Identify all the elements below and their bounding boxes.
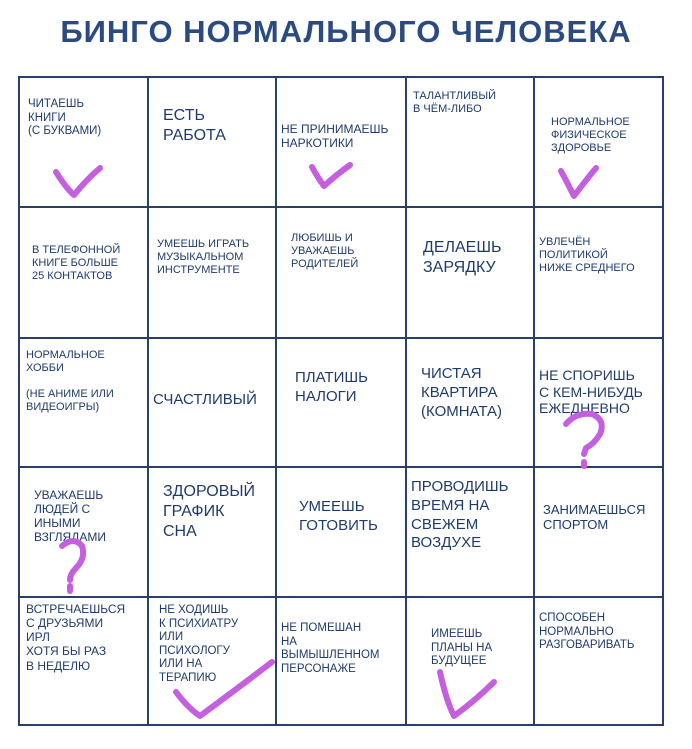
bingo-cell-pays-taxes[interactable] (277, 339, 407, 468)
cell-label: НОРМАЛЬНОЕ ФИЗИЧЕСКОЕ ЗДОРОВЬЕ (551, 116, 630, 154)
bingo-cell-phone-contacts[interactable] (20, 208, 149, 339)
bingo-cell-reads-books[interactable] (20, 78, 149, 208)
cell-label: ВСТРЕЧАЕШЬСЯ С ДРУЗЬЯМИ ИРЛ ХОТЯ БЫ РАЗ В НЕДЕЛЮ (26, 602, 126, 673)
bingo-grid (18, 76, 664, 726)
bingo-cell-has-job[interactable] (149, 78, 277, 208)
bingo-cell-plays-instrument[interactable] (149, 208, 277, 339)
bingo-cell-fictional-character[interactable] (277, 598, 407, 724)
cell-label: УМЕЕШЬ ГОТОВИТЬ (299, 498, 378, 534)
cell-label: ЗДОРОВЫЙ ГРАФИК СНА (163, 483, 256, 540)
bingo-cell-clean-flat[interactable] (407, 339, 535, 468)
cell-label: ПЛАТИШЬ НАЛОГИ (295, 369, 368, 405)
bingo-cell-no-therapy[interactable] (149, 598, 277, 724)
bingo-cell-sports[interactable] (535, 468, 662, 598)
bingo-cell-respects-parents[interactable] (277, 208, 407, 339)
bingo-cell-normal-hobby[interactable] (20, 339, 149, 468)
cell-label: УМЕЕШЬ ИГРАТЬ МУЗЫКАЛЬНОМ ИНСТРУМЕНТЕ (157, 238, 250, 276)
bingo-cell-talks-normally[interactable] (535, 598, 662, 724)
cell-label: ИМЕЕШЬ ПЛАНЫ НА БУДУЩЕЕ (431, 628, 493, 668)
cell-label: ТАЛАНТЛИВЫЙ В ЧЁМ-ЛИБО (413, 90, 497, 115)
cell-label: НЕ СПОРИШЬ С КЕМ-НИБУДЬ ЕЖЕДНЕВНО (539, 367, 643, 417)
cell-label: УВАЖАЕШЬ ЛЮДЕЙ С ИНЫМИ ВЗГЛЯДАМИ (34, 488, 106, 545)
page-title: БИНГО НОРМАЛЬНОГО ЧЕЛОВЕКА (60, 14, 632, 49)
bingo-cell-can-cook[interactable] (277, 468, 407, 598)
cell-label: ЛЮБИШЬ И УВАЖАЕШЬ РОДИТЕЛЕЙ (291, 232, 359, 270)
cell-label: ЧИТАЕШЬ КНИГИ (С БУКВАМИ) (28, 98, 102, 138)
bingo-cell-happy[interactable] (149, 339, 277, 468)
bingo-cell-healthy-sleep[interactable] (149, 468, 277, 598)
cell-label: ЕСТЬ РАБОТА (163, 107, 226, 144)
cell-label: НЕ ПРИНИМАЕШЬ НАРКОТИКИ (281, 122, 389, 151)
cell-label: ЧИСТАЯ КВАРТИРА (КОМНАТА) (421, 365, 503, 420)
cell-label: В ТЕЛЕФОННОЙ КНИГЕ БОЛЬШЕ 25 КОНТАКТОВ (32, 244, 121, 282)
cell-label: СПОСОБЕН НОРМАЛЬНО РАЗГОВАРИВАТЬ (539, 612, 635, 652)
bingo-cell-fresh-air[interactable] (407, 468, 535, 598)
bingo-cell-physical-health[interactable] (535, 78, 662, 208)
cell-label: НОРМАЛЬНОЕ ХОББИ (НЕ АНИМЕ ИЛИ ВИДЕОИГРЫ) (26, 349, 114, 413)
bingo-cell-talented[interactable] (407, 78, 535, 208)
cell-label: ЗАНИМАЕШЬСЯ СПОРТОМ (543, 502, 646, 533)
bingo-cell-exercises[interactable] (407, 208, 535, 339)
cell-label: УВЛЕЧЁН ПОЛИТИКОЙ НИЖЕ СРЕДНЕГО (539, 236, 635, 274)
cell-label: НЕ ХОДИШЬ К ПСИХИАТРУ ИЛИ ПСИХОЛОГУ ИЛИ НА ТЕРАПИЮ (159, 604, 239, 684)
cell-label: НЕ ПОМЕШАН НА ВЫМЫШЛЕННОМ ПЕРСОНАЖЕ (281, 622, 380, 675)
bingo-cell-politics[interactable] (535, 208, 662, 339)
bingo-cell-future-plans[interactable] (407, 598, 535, 724)
bingo-cell-no-drugs[interactable] (277, 78, 407, 208)
bingo-cell-no-arguing[interactable] (535, 339, 662, 468)
bingo-cell-respects-views[interactable] (20, 468, 149, 598)
bingo-cell-meets-friends[interactable] (20, 598, 149, 724)
cell-label: СЧАСТЛИВЫЙ (153, 391, 257, 408)
cell-label: ДЕЛАЕШЬ ЗАРЯДКУ (423, 239, 502, 276)
cell-label: ПРОВОДИШЬ ВРЕМЯ НА СВЕЖЕМ ВОЗДУХЕ (411, 478, 509, 552)
